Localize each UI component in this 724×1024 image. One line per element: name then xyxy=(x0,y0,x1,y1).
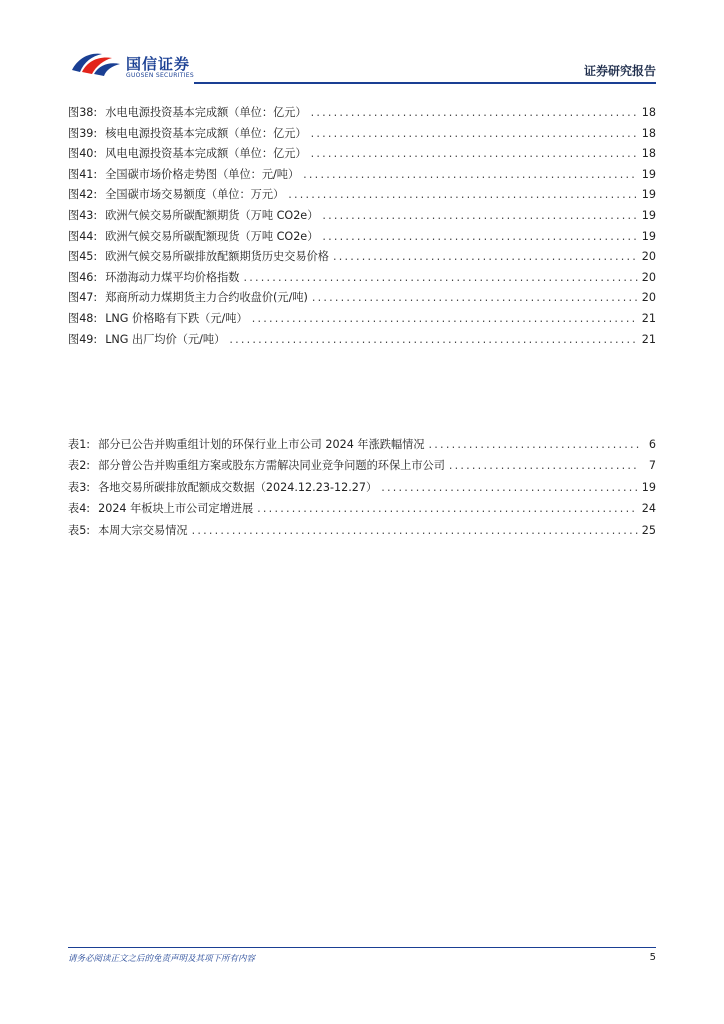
page-number: 5 xyxy=(649,952,656,963)
figure-title: 郑商所动力煤期货主力合约收盘价(元/吨) xyxy=(105,291,308,305)
figure-entry[interactable] xyxy=(68,166,656,187)
table-page: 19 xyxy=(641,480,656,494)
figure-number: 图48: xyxy=(68,311,98,325)
figure-title: 全国碳市场交易额度（单位：万元） xyxy=(105,188,285,202)
figure-title: 核电电源投资基本完成额（单位：亿元） xyxy=(105,126,307,140)
leader-dots xyxy=(322,209,637,222)
table-number: 表3: xyxy=(68,480,91,494)
figure-page: 20 xyxy=(641,270,656,284)
figure-entry[interactable] xyxy=(68,228,656,249)
figure-page: 18 xyxy=(641,126,656,140)
figure-entry[interactable] xyxy=(68,310,656,331)
figure-number: 图46: xyxy=(68,270,98,284)
figure-page: 18 xyxy=(641,147,656,161)
figure-entry[interactable] xyxy=(68,125,656,146)
table-entry[interactable] xyxy=(68,436,656,457)
figure-number: 图38: xyxy=(68,106,98,119)
guosen-logo-mark-icon xyxy=(68,48,124,78)
table-entry[interactable] xyxy=(68,500,656,521)
table-entry[interactable] xyxy=(68,479,656,500)
table-number: 表1: xyxy=(68,438,91,451)
figure-entry[interactable] xyxy=(68,145,656,166)
table-page: 24 xyxy=(641,502,656,516)
figure-title: 水电电源投资基本完成额（单位：亿元） xyxy=(105,106,307,119)
figure-title: 环渤海动力煤平均价格指数 xyxy=(105,270,240,284)
leader-dots xyxy=(252,312,638,325)
page-header xyxy=(68,48,656,88)
figure-entry[interactable] xyxy=(68,207,656,228)
figure-title: LNG 价格略有下跌（元/吨） xyxy=(105,311,248,325)
leader-dots xyxy=(311,147,638,160)
leader-dots xyxy=(333,250,638,263)
leader-dots xyxy=(311,106,638,119)
figure-page: 19 xyxy=(641,229,656,243)
table-entry[interactable] xyxy=(68,522,656,543)
leader-dots xyxy=(257,502,638,515)
figure-number: 图49: xyxy=(68,332,98,346)
leader-dots xyxy=(322,230,637,243)
table-page: 25 xyxy=(641,523,656,537)
figure-number: 图47: xyxy=(68,291,98,305)
figure-title: 欧洲气候交易所碳配额期货（万吨 CO2e） xyxy=(105,208,319,222)
figure-number: 图44: xyxy=(68,229,98,243)
figure-title: 欧洲气候交易所碳配额现货（万吨 CO2e） xyxy=(105,229,319,243)
figure-number: 图42: xyxy=(68,188,98,202)
figure-title: LNG 出厂均价（元/吨） xyxy=(105,332,226,346)
leader-dots xyxy=(192,524,638,537)
header-divider xyxy=(194,82,656,84)
table-page: 6 xyxy=(648,438,656,451)
figure-title: 欧洲气候交易所碳排放配额期货历史交易价格 xyxy=(105,250,329,264)
leader-dots xyxy=(381,481,638,494)
table-title: 部分已公告并购重组计划的环保行业上市公司 2024 年涨跌幅情况 xyxy=(98,438,425,451)
table-title: 本周大宗交易情况 xyxy=(98,523,188,537)
figure-page: 19 xyxy=(641,167,656,181)
figure-number: 图43: xyxy=(68,208,98,222)
footer-disclaimer: 请务必阅读正文之后的免责声明及其项下所有内容 xyxy=(68,954,256,964)
leader-dots xyxy=(429,438,640,451)
leader-dots xyxy=(243,271,637,284)
table-title: 部分曾公告并购重组方案或股东方需解决同业竞争问题的环保上市公司 xyxy=(98,459,445,473)
logo-en-text: GUOSEN SECURITIES xyxy=(126,72,195,79)
table-list xyxy=(68,436,656,543)
figure-page: 21 xyxy=(641,311,656,325)
figure-number: 图41: xyxy=(68,167,98,181)
figure-number: 图45: xyxy=(68,250,98,264)
leader-dots xyxy=(311,127,638,140)
figure-entry[interactable] xyxy=(68,104,656,125)
guosen-logo xyxy=(68,48,208,84)
table-entry[interactable] xyxy=(68,457,656,478)
figure-page: 18 xyxy=(641,106,656,119)
figure-entry[interactable] xyxy=(68,331,656,352)
figure-entry[interactable] xyxy=(68,186,656,207)
figure-entry[interactable] xyxy=(68,248,656,269)
footer-divider xyxy=(68,947,656,948)
table-title: 各地交易所碳排放配额成交数据（2024.12.23-12.27） xyxy=(98,480,378,494)
figure-title: 全国碳市场价格走势图（单位：元/吨） xyxy=(105,167,300,181)
table-number: 表5: xyxy=(68,523,91,537)
figure-list xyxy=(68,104,656,351)
logo-cn-text: 国信证券 xyxy=(126,55,191,73)
report-type-label: 证券研究报告 xyxy=(583,64,656,78)
figure-number: 图40: xyxy=(68,147,98,161)
leader-dots xyxy=(303,168,638,181)
leader-dots xyxy=(288,188,638,201)
figure-number: 图39: xyxy=(68,126,98,140)
figure-page: 19 xyxy=(641,188,656,202)
figure-page: 20 xyxy=(641,250,656,264)
leader-dots xyxy=(449,459,640,472)
figure-entry[interactable] xyxy=(68,269,656,290)
table-title: 2024 年板块上市公司定增进展 xyxy=(98,502,254,516)
table-number: 表4: xyxy=(68,502,91,516)
leader-dots xyxy=(229,333,637,346)
figure-title: 风电电源投资基本完成额（单位：亿元） xyxy=(105,147,307,161)
figure-page: 19 xyxy=(641,208,656,222)
figure-page: 20 xyxy=(641,291,656,305)
table-number: 表2: xyxy=(68,459,91,473)
leader-dots xyxy=(312,291,638,304)
figure-page: 21 xyxy=(641,332,656,346)
table-page: 7 xyxy=(648,459,656,473)
figure-entry[interactable] xyxy=(68,289,656,310)
